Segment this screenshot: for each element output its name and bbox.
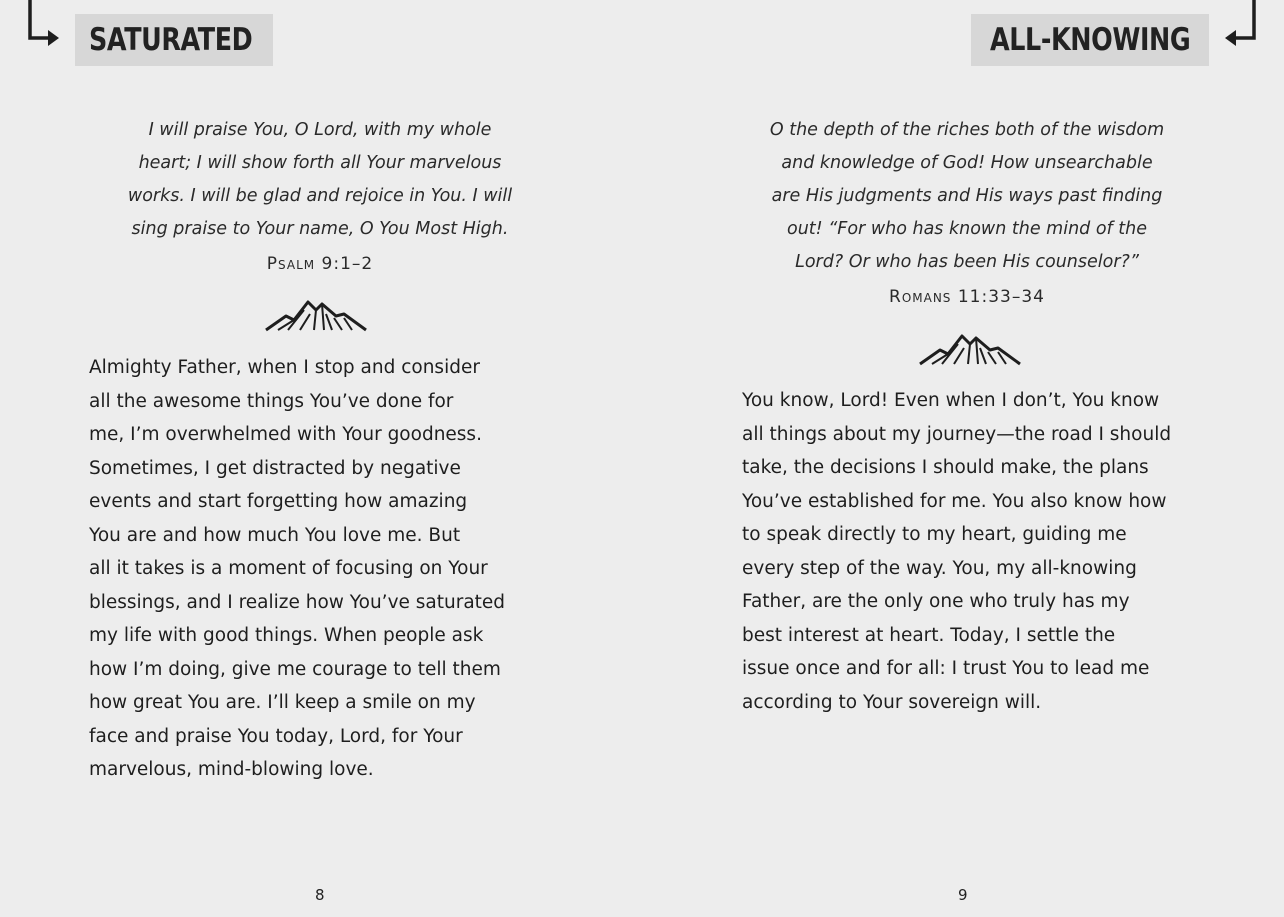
verse-line: are His judgments and His ways past finding [771,186,1163,206]
body-line: take, the decisions I should make, the plans [742,457,1149,478]
scripture-reference: Romans 11:33–34 [889,287,1045,307]
body-line: Almighty Father, when I stop and consider [89,357,480,378]
body-line: all things about my journey—the road I should [742,423,1172,445]
page-number: 8 [315,886,325,904]
body-line: face and praise You today, Lord, for Your [89,725,463,747]
mountain-icon [918,330,1022,370]
page-number: 9 [958,886,968,904]
body-line: You’ve established for me. You also know how [742,490,1167,512]
right-page [642,0,1284,917]
page-title: SATURATED [89,22,253,58]
body-line: Sometimes, I get distracted by negative [89,457,461,479]
body-line: issue once and for all: I trust You to lead me [742,658,1150,679]
body-line: all the awesome things You’ve done for [89,390,454,412]
body-line: according to Your sovereign will. [742,691,1042,713]
arrow-down-right-icon [20,0,72,52]
mountain-icon [264,296,368,336]
body-line: You are and how much You love me. But [89,524,461,546]
devotional-text [89,351,544,787]
title-box [971,14,1209,66]
body-line: You know, Lord! Even when I don’t, You know [742,390,1160,411]
body-line: Father, are the only one who truly has my [742,591,1130,612]
body-line: to speak directly to my heart, guiding me [742,524,1127,545]
body-line: how great You are. I’ll keep a smile on my [89,692,476,713]
body-line: blessings, and I realize how You’ve saturated [89,591,506,613]
verse-line: O the depth of the riches both of the wisdom [769,120,1165,140]
verse-line: out! “For who has known the mind of the [786,219,1147,239]
verse-line: and knowledge of God! How unsearchable [781,153,1153,173]
body-line: every step of the way. You, my all-knowing [742,557,1137,579]
page-title: ALL-KNOWING [989,22,1191,58]
verse-line: I will praise You, O Lord, with my whole [148,120,492,140]
body-line: my life with good things. When people ask [89,625,484,646]
scripture-verse [90,114,550,246]
arrow-down-left-icon [1218,0,1270,52]
scripture-verse [737,114,1197,279]
body-line: how I’m doing, give me courage to tell them [89,658,501,680]
body-line: me, I’m overwhelmed with Your goodness. [89,424,482,445]
devotional-text [742,384,1197,719]
verse-line: sing praise to Your name, O You Most High. [131,219,509,239]
title-box [75,14,273,66]
scripture-reference: Psalm 9:1–2 [266,254,374,274]
verse-line: heart; I will show forth all Your marvelous [138,153,502,173]
verse-line: works. I will be glad and rejoice in You. I will [127,186,513,206]
verse-line: Lord? Or who has been His counselor?” [795,252,1139,272]
body-line: events and start forgetting how amazing [89,491,468,512]
body-line: marvelous, mind-blowing love. [89,759,374,780]
body-line: all it takes is a moment of focusing on Your [89,558,488,579]
body-line: best interest at heart. Today, I settle the [742,624,1116,646]
